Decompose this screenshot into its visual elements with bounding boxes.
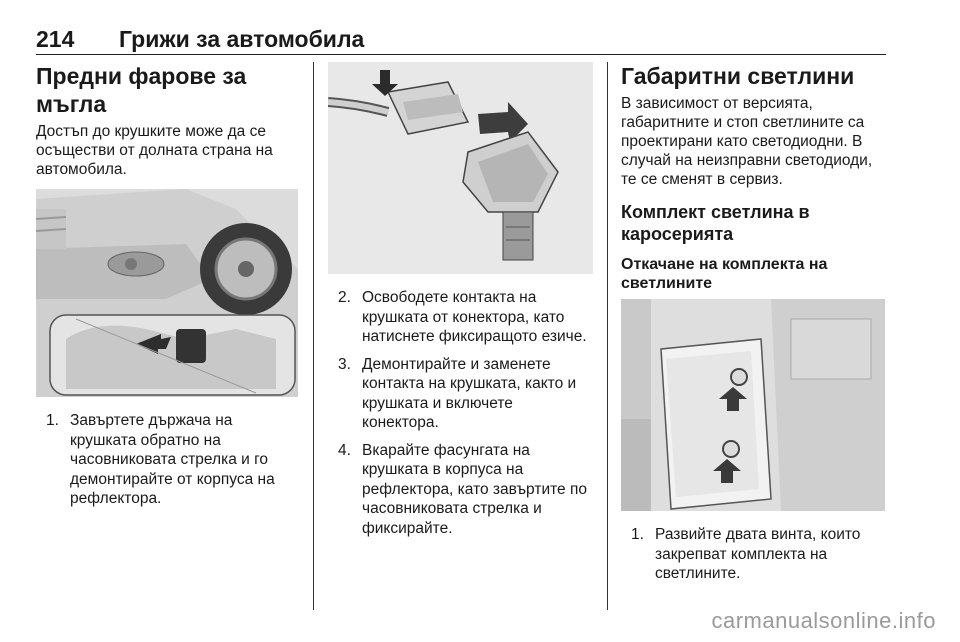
step-number: 1. <box>46 412 59 429</box>
step-number: 1. <box>631 526 644 543</box>
step-text: Завъртете държача на крушката обратно на часовниковата стрелка и го демонтирайте от корпуса на рефлектора. <box>70 412 275 507</box>
list-item <box>328 355 593 433</box>
step-text: Развийте двата винта, които закрепват комплекта на светлините. <box>655 526 861 582</box>
column-divider <box>607 62 608 610</box>
bulb-connector-illustration <box>328 62 593 274</box>
list-item <box>36 411 298 509</box>
list-item <box>328 288 593 347</box>
page-header <box>36 24 886 55</box>
list-item <box>621 525 885 584</box>
bulb-connector-drawing <box>328 62 593 274</box>
step-number: 4. <box>338 441 351 459</box>
column-fog-lights <box>36 62 298 517</box>
chapter-title: Грижи за автомобила <box>119 26 365 52</box>
section-title: Предни фарове за мъгла <box>36 63 247 117</box>
watermark: carmanualsonline.info <box>711 608 936 633</box>
subsubsection-title: Откачане на комплекта на светлините <box>621 256 828 292</box>
step-text: Демонтирайте и заменете контакта на крушката, както и крушката и включете конектора. <box>362 355 577 431</box>
column-side-lights <box>621 62 885 592</box>
subsection-title: Комплект светлина в каросерията <box>621 202 810 244</box>
tail-light-illustration <box>621 299 885 511</box>
step-number: 2. <box>338 289 351 306</box>
list-item <box>328 441 593 539</box>
intro-paragraph: В зависимост от версията, габаритните и стоп светлините са проектирани като светодиодни. В случай на неизправни светодиоди, те се сменят в сервиз. <box>621 95 873 188</box>
section-title: Габаритни светлини <box>621 63 855 89</box>
step-text: Вкарайте фасунгата на крушката в корпуса на рефлектора, като завъртите по часовниковата стрелка и фиксирайте. <box>362 441 587 537</box>
column-divider <box>313 62 314 610</box>
step-text: Освободете контакта на крушката от конектора, като натиснете фиксиращото езиче. <box>362 289 587 345</box>
page-number: 214 <box>36 26 75 52</box>
fog-light-illustration <box>36 189 298 397</box>
intro-paragraph: Достъп до крушките може да се осъществи от долната страна на автомобила. <box>36 123 273 178</box>
step-number: 3. <box>338 355 351 373</box>
column-bulb-replacement <box>328 62 593 546</box>
tail-light-drawing <box>621 299 885 511</box>
fog-light-drawing <box>36 189 298 397</box>
steps-list <box>621 525 885 584</box>
steps-list <box>36 411 298 509</box>
steps-list <box>328 288 593 538</box>
